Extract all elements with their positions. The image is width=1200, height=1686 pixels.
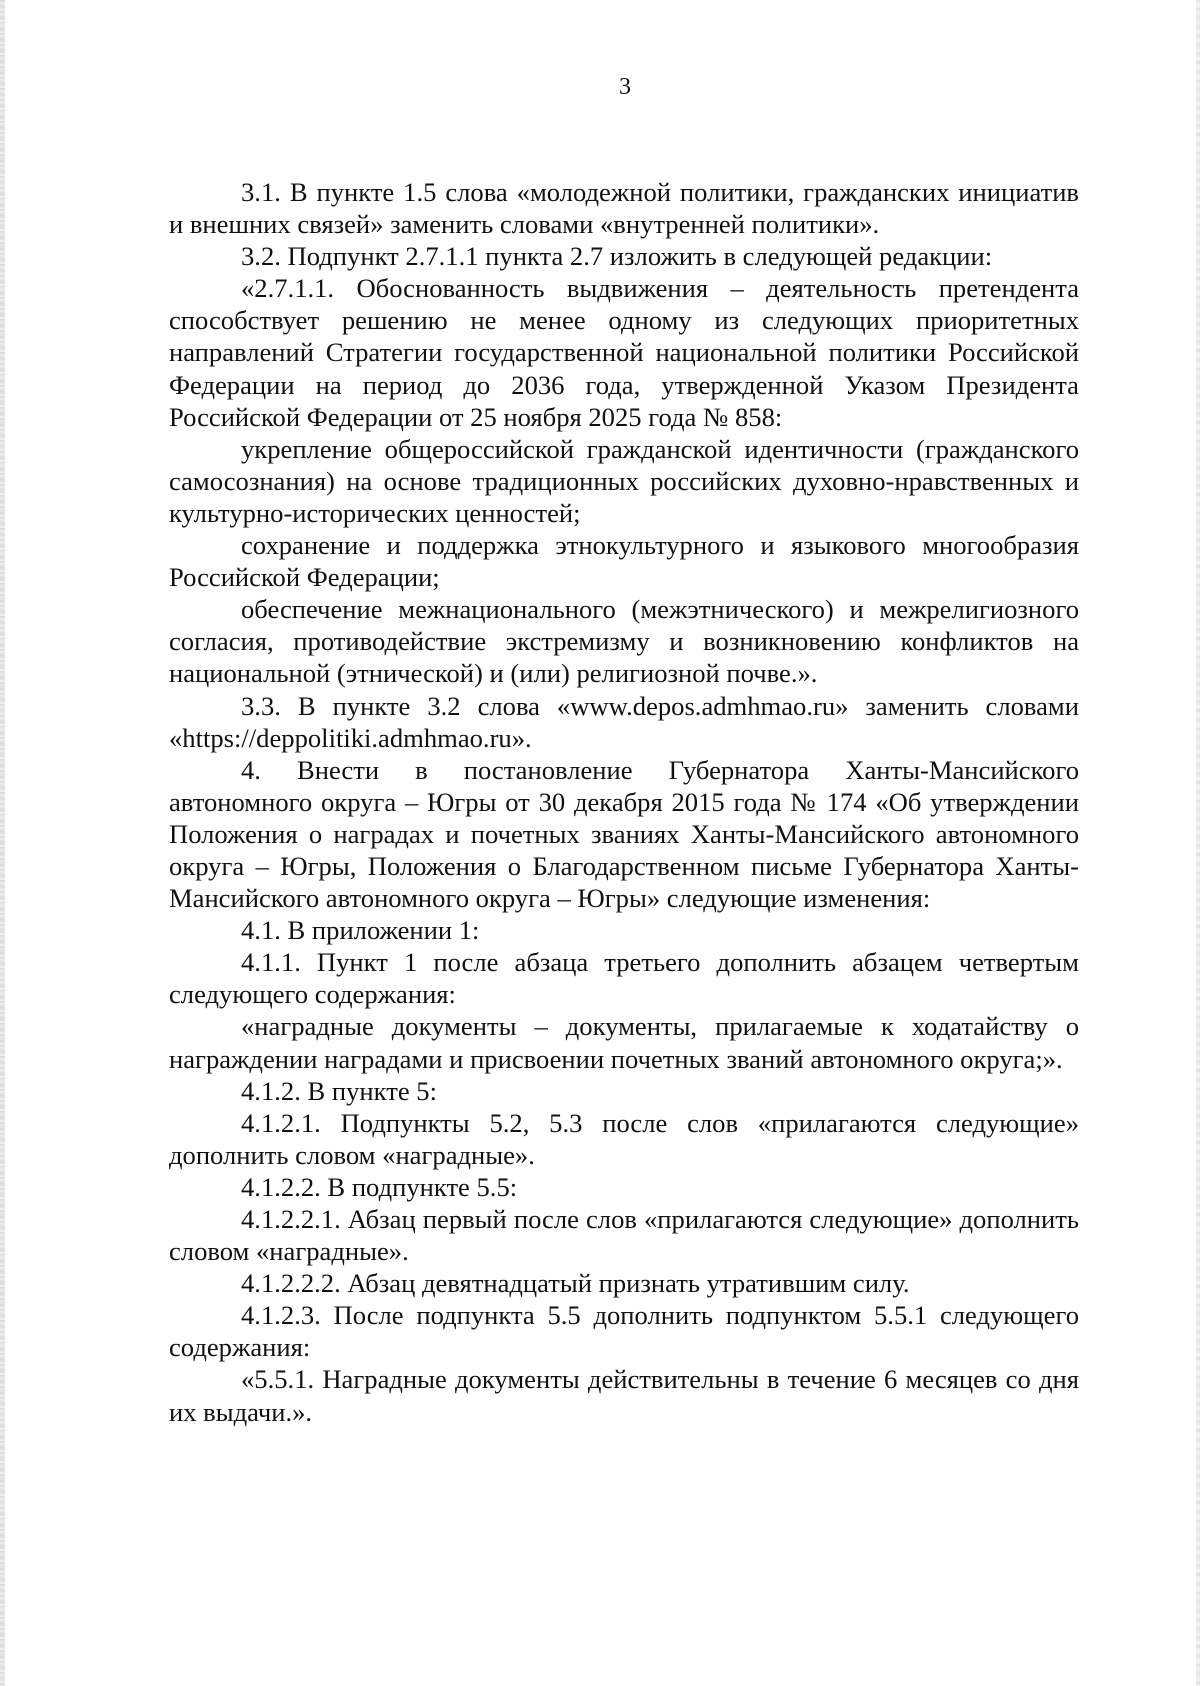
paragraph-4-1: 4.1. В приложении 1: bbox=[241, 915, 480, 946]
paragraph-priority-diversity: сохранение и поддержка этнокультурного и языкового многообразия Российской Федерации; bbox=[169, 530, 1079, 593]
paragraph-4: 4. Внести в постановление Губернатора Ханты-Мансийского автономного округа – Югры от 30 декабря 2015 года № 174 «Об утверждении Положения о наградах и почетных званиях Ханты-Мансийского автономного округа – Югры, Положения о Благодарственном письме Губернатора Ханты-Мансийского автономного округа – Югры» следующие изменения: bbox=[169, 754, 1079, 914]
paragraph-priority-harmony: обеспечение межнационального (межэтнического) и межрелигиозного согласия, противодействие экстремизму и возникновению конфликтов на национальной (этнической) и (или) религиозной почве.». bbox=[169, 594, 1079, 689]
scan-edge-right bbox=[1196, 0, 1200, 1686]
paragraph-4-1-2-3: 4.1.2.3. После подпункта 5.5 дополнить подпунктом 5.5.1 следующего содержания: bbox=[169, 1300, 1079, 1363]
paragraph-4-1-2-1: 4.1.2.1. Подпункты 5.2, 5.3 после слов «прилагаются следующие» дополнить словом «наградные». bbox=[169, 1107, 1079, 1170]
paragraph-award-documents-definition: «наградные документы – документы, прилагаемые к ходатайству о награждении наградами и присвоении почетных званий автономного округа;». bbox=[169, 1011, 1079, 1074]
paragraph-3-2: 3.2. Подпункт 2.7.1.1 пункта 2.7 изложить в следующей редакции: bbox=[241, 241, 993, 272]
paragraph-5-5-1: «5.5.1. Наградные документы действительны в течение 6 месяцев со дня их выдачи.». bbox=[169, 1364, 1079, 1427]
page-number: 3 bbox=[619, 74, 631, 100]
document-body bbox=[169, 176, 1079, 1428]
paragraph-2-7-1-1: «2.7.1.1. Обоснованность выдвижения – деятельность претендента способствует решению не менее одному из следующих приоритетных направлений Стратегии государственной национальной политики Российской Федерации на период до 2036 года, утвержденной Указом Президента Российской Федерации от 25 ноября 2025 года № 858: bbox=[169, 273, 1079, 432]
scan-edge-left bbox=[0, 0, 5, 1686]
paragraph-3-1: 3.1. В пункте 1.5 слова «молодежной политики, гражданских инициатив и внешних связей» заменить словами «внутренней политики». bbox=[169, 177, 1079, 240]
paragraph-3-3: 3.3. В пункте 3.2 слова «www.depos.admhmao.ru» заменить словами «https://deppolitiki.admhmao.ru». bbox=[169, 690, 1079, 753]
paragraph-4-1-2: 4.1.2. В пункте 5: bbox=[241, 1075, 437, 1106]
paragraph-4-1-2-2-2: 4.1.2.2.2. Абзац девятнадцатый признать утратившим силу. bbox=[241, 1268, 910, 1299]
paragraph-4-1-2-2-1: 4.1.2.2.1. Абзац первый после слов «прилагаются следующие» дополнить словом «наградные». bbox=[169, 1204, 1079, 1267]
paragraph-4-1-2-2: 4.1.2.2. В подпункте 5.5: bbox=[241, 1171, 518, 1202]
paragraph-4-1-1: 4.1.1. Пункт 1 после абзаца третьего дополнить абзацем четвертым следующего содержания: bbox=[169, 947, 1079, 1010]
paragraph-priority-identity: укрепление общероссийской гражданской идентичности (гражданского самосознания) на основе традиционных российских духовно-нравственных и культурно-исторических ценностей; bbox=[169, 433, 1079, 528]
